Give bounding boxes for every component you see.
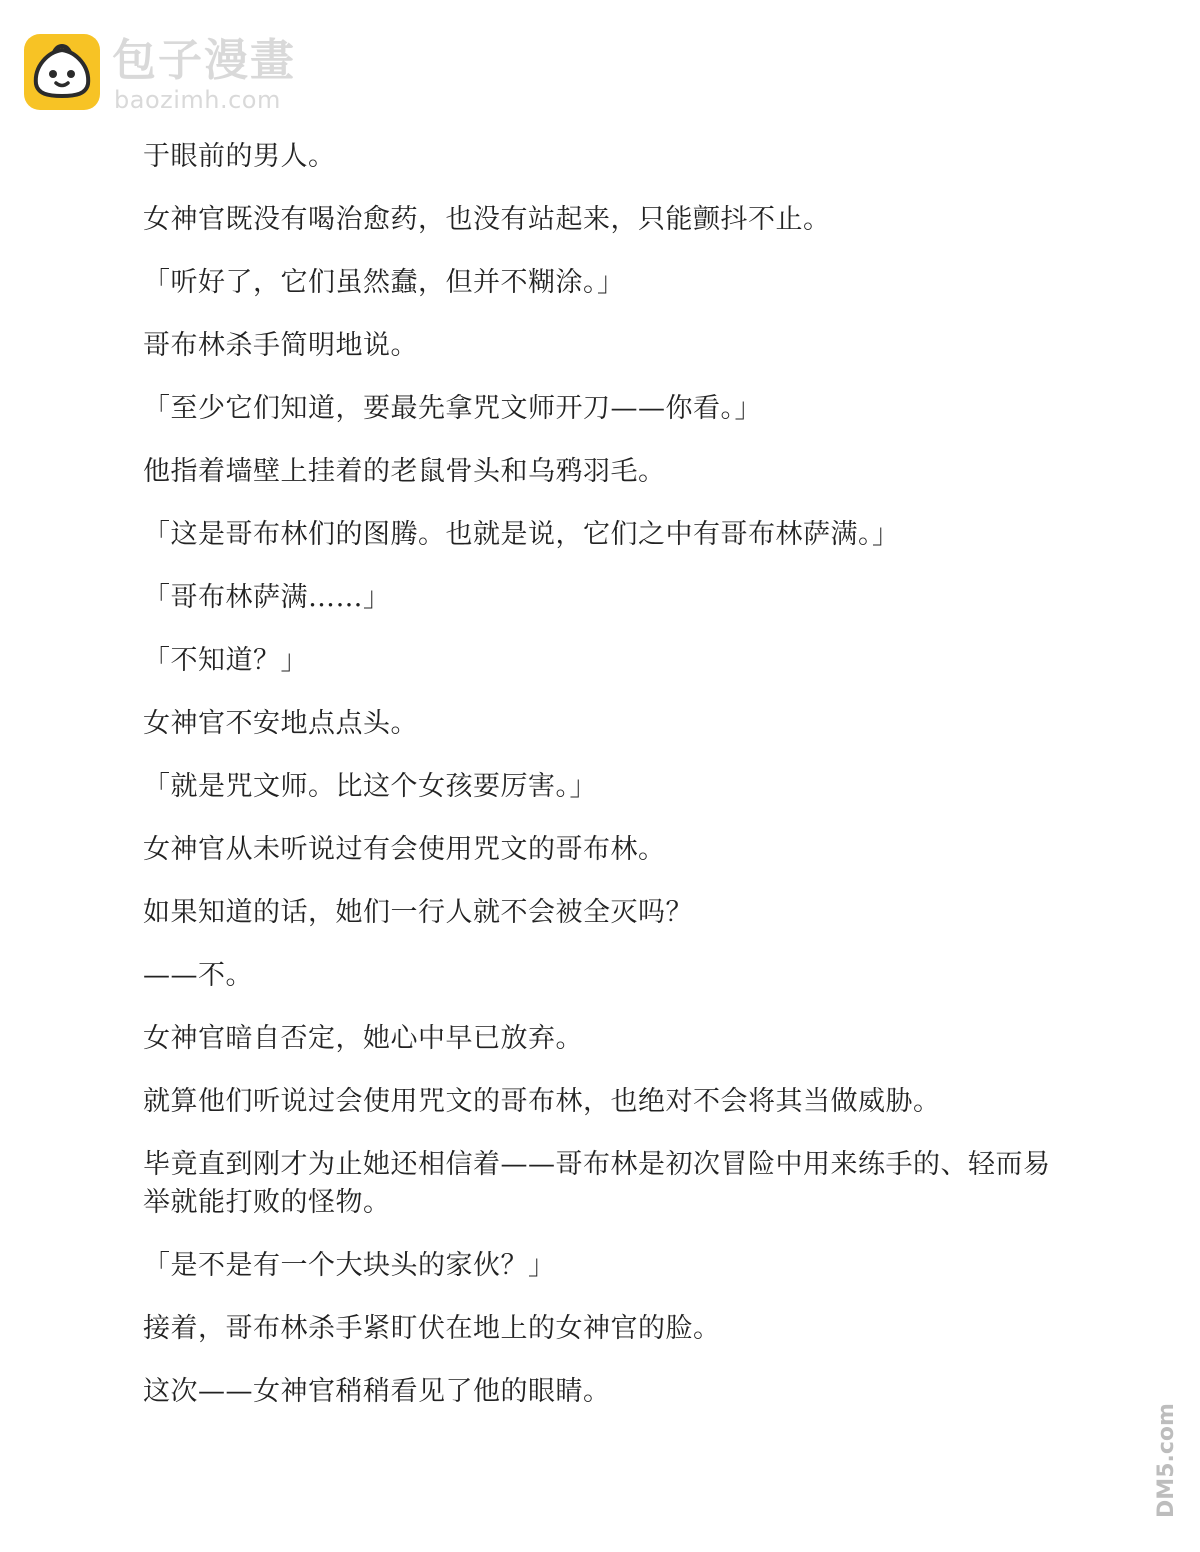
paragraph: 女神官暗自否定，她心中早已放弃。 [143, 1023, 583, 1054]
paragraph: 女神官不安地点点头。 [143, 708, 418, 739]
dm5-watermark [1146, 1388, 1186, 1538]
paragraph: 「不知道？」 [143, 645, 308, 676]
paragraph: 「就是咒文师。比这个女孩要厉害。」 [143, 771, 597, 802]
paragraph: 「这是哥布林们的图腾。也就是说，它们之中有哥布林萨满。」 [143, 519, 900, 550]
paragraph: 接着，哥布林杀手紧盯伏在地上的女神官的脸。 [143, 1313, 721, 1344]
brand-domain: baozimh.com [114, 86, 281, 114]
paragraph: 这次——女神官稍稍看见了他的眼睛。 [143, 1376, 611, 1407]
baozimh-watermark [24, 34, 324, 114]
paragraph: 于眼前的男人。 [143, 141, 336, 172]
paragraph: 如果知道的话，她们一行人就不会被全灭吗？ [143, 897, 693, 928]
paragraph: 哥布林杀手简明地说。 [143, 330, 418, 361]
paragraph: ——不。 [143, 960, 253, 991]
brand-name: 包子漫畫 [112, 35, 296, 86]
paragraph: 就算他们听说过会使用咒文的哥布林，也绝对不会将其当做威胁。 [143, 1086, 941, 1117]
paragraph: 女神官从未听说过有会使用咒文的哥布林。 [143, 834, 666, 865]
paragraph: 毕竟直到刚才为止她还相信着——哥布林是初次冒险中用来练手的、轻而易举就能打败的怪物。 [143, 1149, 1051, 1218]
paragraph: 他指着墙壁上挂着的老鼠骨头和乌鸦羽毛。 [143, 456, 666, 487]
dm5-watermark-text: DM5.com [1153, 1403, 1179, 1518]
novel-text-body [143, 138, 1063, 1436]
paragraph: 女神官既没有喝治愈药，也没有站起来，只能颤抖不止。 [143, 204, 831, 235]
paragraph: 「哥布林萨满……」 [143, 582, 391, 613]
bun-logo-icon [24, 34, 100, 110]
paragraph: 「是不是有一个大块头的家伙？」 [143, 1250, 556, 1281]
paragraph: 「至少它们知道，要最先拿咒文师开刀——你看。」 [143, 393, 762, 424]
paragraph: 「听好了，它们虽然蠢，但并不糊涂。」 [143, 267, 625, 298]
